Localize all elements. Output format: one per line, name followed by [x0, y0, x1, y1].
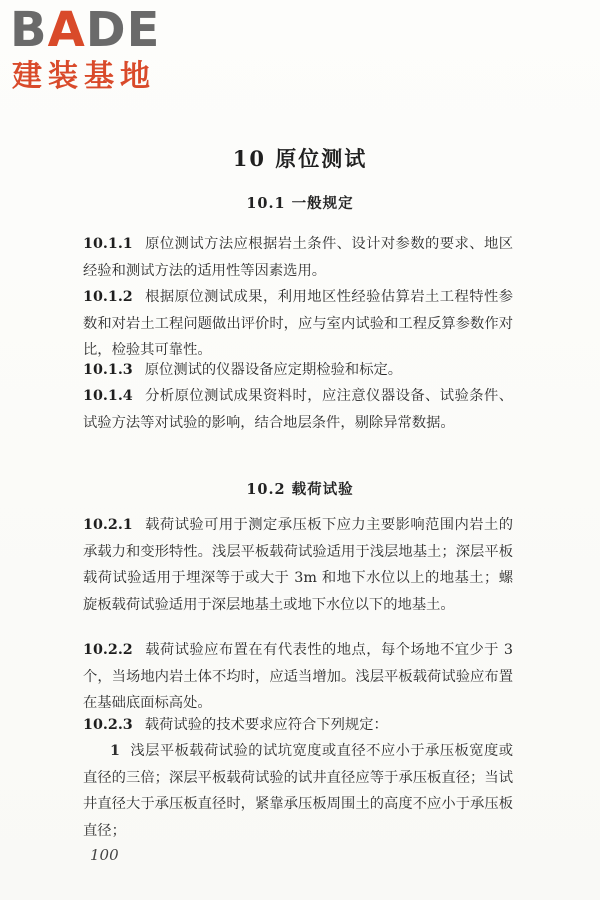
- clause-number: 10.1.2: [83, 289, 133, 305]
- clause-text: 原位测试方法应根据岩土条件、设计对参数的要求、地区经验和测试方法的适用性等因素选用。: [83, 236, 513, 279]
- chapter-title: 10 原位测试: [232, 146, 368, 171]
- clause-number: 10.2.1: [83, 517, 133, 533]
- clause-text: 根据原位测试成果，利用地区性经验估算岩土工程特性参数和对岩土工程问题做出评价时，应与室内试验和工程反算参数作对比，检验其可靠性。: [83, 289, 513, 358]
- clause-10-1-3: [83, 357, 513, 384]
- clause-10-1-4: [83, 383, 513, 436]
- clause-text: 载荷试验可用于测定承压板下应力主要影响范围内岩土的承载力和变形特性。浅层平板载荷试验适用于浅层地基土；深层平板载荷试验适用于埋深等于或大于 3m 和地下水位以上的地基土；螺旋板载荷试验适用于深层地基土或地下水位以下的地基土。: [83, 517, 513, 613]
- logo-letter-b: B: [10, 2, 48, 58]
- item-number: 1: [110, 743, 120, 759]
- clause-10-2-3: [83, 712, 513, 739]
- clause-text: 原位测试的仪器设备应定期检验和标定。: [144, 362, 403, 378]
- clause-text: 分析原位测试成果资料时，应注意仪器设备、试验条件、试验方法等对试验的影响，结合地层条件，剔除异常数据。: [83, 388, 513, 431]
- clause-text: 载荷试验的技术要求应符合下列规定：: [144, 717, 388, 733]
- item-text: 浅层平板载荷试验的试坑宽度或直径不应小于承压板宽度或直径的三倍；深层平板载荷试验的试井直径应等于承压板直径；当试井直径大于承压板直径时，紧靠承压板周围土的高度不应小于承压板直径；: [83, 743, 513, 839]
- clause-10-2-2: [83, 637, 513, 717]
- logo-letters-de: DE: [85, 2, 161, 58]
- logo-wordmark: [10, 4, 160, 56]
- clause-10-2-1: [83, 512, 513, 618]
- clause-number: 10.1.3: [83, 362, 133, 378]
- clause-10-1-1: [83, 231, 513, 284]
- list-item-1: [83, 738, 513, 844]
- logo-letter-a: A: [47, 2, 86, 58]
- clause-10-1-2: [83, 284, 513, 364]
- section-title-10-1: 10.1 一般规定: [246, 195, 354, 212]
- clause-number: 10.2.3: [83, 717, 133, 733]
- logo-chinese-name: 建装基地: [12, 59, 156, 94]
- page-number: 100: [90, 846, 119, 864]
- section-title-10-2: 10.2 载荷试验: [246, 481, 354, 498]
- clause-text: 载荷试验应布置在有代表性的地点，每个场地不宜少于 3 个，当场地内岩土体不均时，应适当增加。浅层平板载荷试验应布置在基础底面标高处。: [83, 642, 513, 711]
- clause-number: 10.1.4: [83, 388, 133, 404]
- clause-number: 10.2.2: [83, 642, 133, 658]
- clause-number: 10.1.1: [83, 236, 133, 252]
- bade-logo: [10, 4, 180, 99]
